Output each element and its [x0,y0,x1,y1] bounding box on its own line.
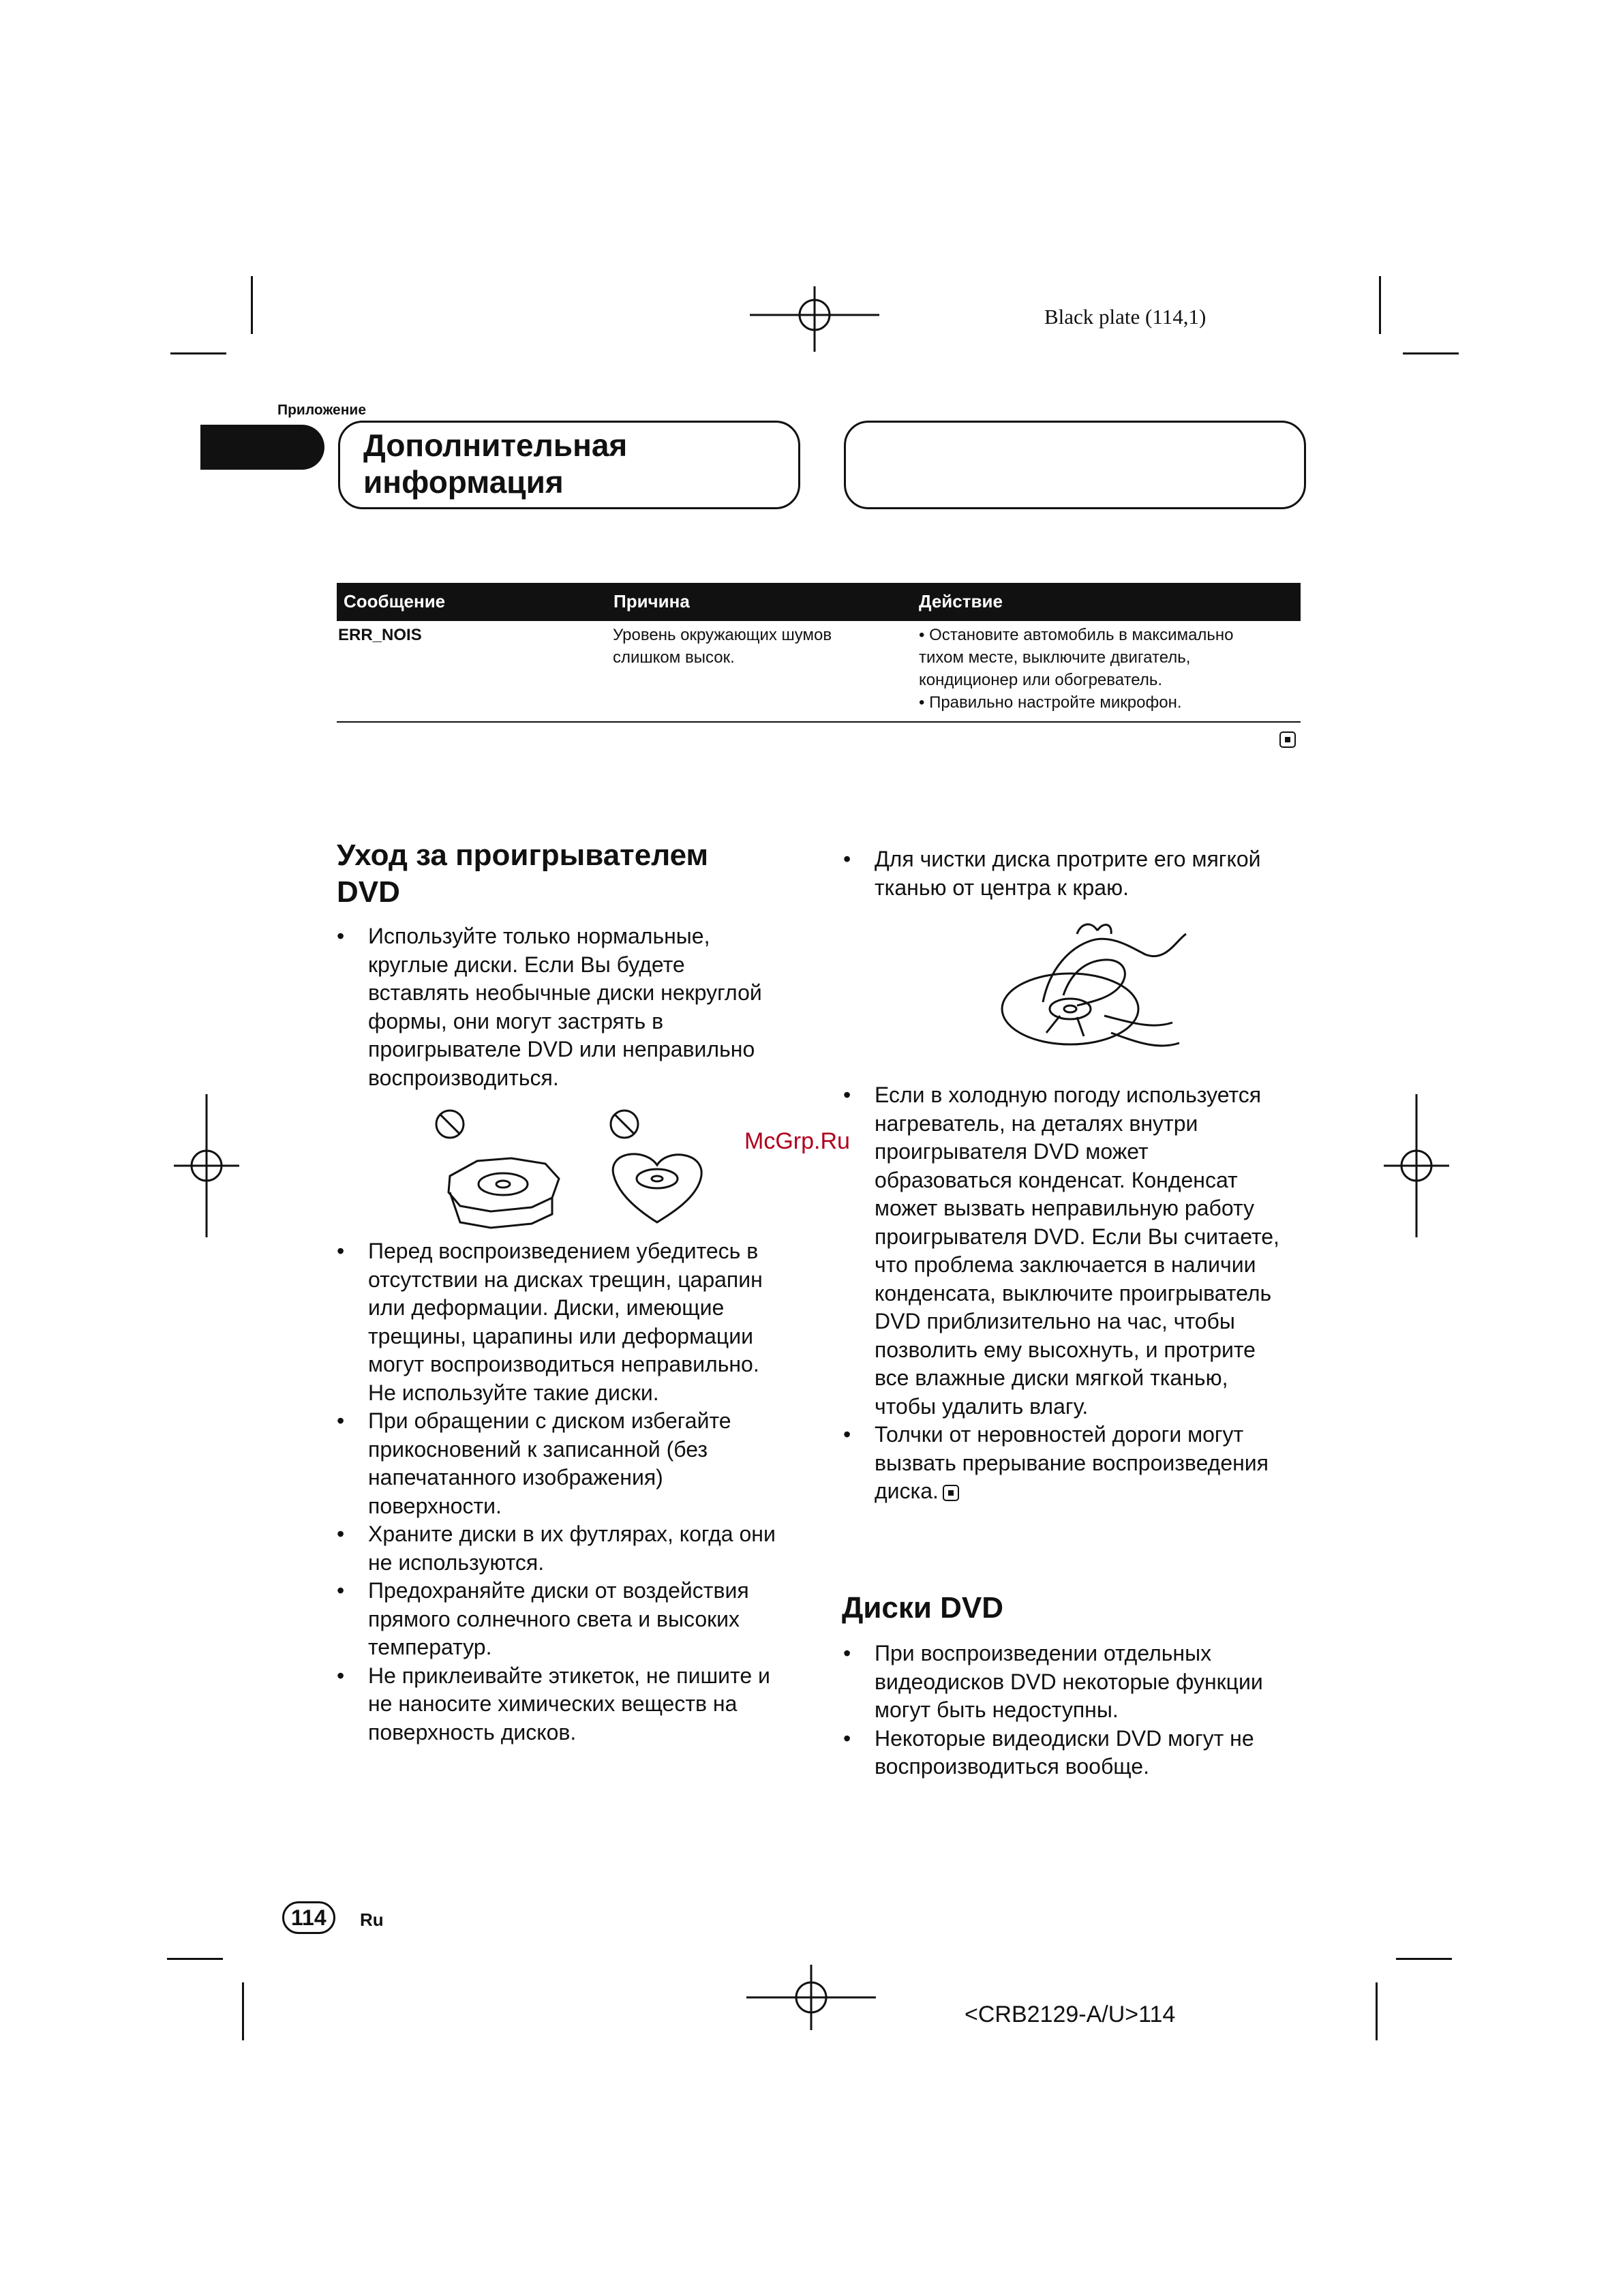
registration-mark-top [750,286,879,352]
odd-shaped-discs-illustration [429,1108,736,1234]
header-message: Сообщение [344,591,446,611]
list-item: • Используйте только нормальные, круглые диски. Если Вы будете вставлять необычные диски некруглой формы, они могут застрять в проигрывателе DVD или неправильно воспроизводиться. [337,922,814,1092]
prohibited-icon [436,1111,464,1138]
header-action: Действие [919,591,1003,611]
title-box [338,421,800,509]
row-message: ERR_NOIS [338,626,422,644]
plate-label: Black plate (114,1) [1044,305,1207,329]
list-item: • Для чистки диска протрите его мягкой тканью от центра к краю. [843,845,1320,902]
dvd-bullets [843,1640,1320,1781]
registration-mark-right [1384,1094,1449,1237]
condensation-bullets [843,1081,1320,1506]
list-item: • При обращении с диском избегайте прикосновений к записанной (без напечатанного изображения) поверхности. [337,1407,814,1520]
registration-mark-left [174,1094,239,1237]
crop-mark [1396,1958,1452,1960]
disc-icon [1002,973,1138,1044]
table-bottom-rule [337,721,1301,723]
list-item: • Толчки от неровностей дороги могут вызвать прерывание воспроизведения диска. [843,1421,1320,1506]
crop-mark [242,1982,244,2040]
table-header [337,583,1301,621]
list-item: • Храните диски в их футлярах, когда они не используются. [337,1520,814,1577]
document-code: <CRB2129-A/U>114 [965,2002,1176,2027]
dvd-heading: Диски DVD [842,1591,1004,1625]
row-cause: Уровень окружающих шумов слишком высок. [613,626,832,667]
page-title-line2: информация [363,464,564,500]
empty-title-box [844,421,1306,509]
octagon-disc-icon [449,1158,559,1228]
end-mark-icon [1279,731,1296,748]
care-heading: Уход за проигрывателем DVD [337,839,709,909]
end-mark-icon [943,1485,959,1501]
registration-mark-bottom [746,1965,876,2030]
list-item: • При воспроизведении отдельных видеодисков DVD некоторые функции могут быть недоступны. [843,1640,1320,1725]
page-title-line1: Дополнительная [363,427,628,463]
list-item: • Некоторые видеодиски DVD могут не воспроизводиться вообще. [843,1725,1320,1781]
crop-mark [167,1958,223,1960]
language-label: Ru [360,1909,384,1930]
section-tab [200,425,324,470]
cleaning-bullet [843,845,1320,902]
heart-disc-icon [613,1154,701,1222]
list-item: • Если в холодную погоду используется нагреватель, на деталях внутри проигрывателя DVD может образоваться конденсат. Конденсат может вызвать неправильную работу проигрывателя DVD. Если Вы считаете, что проблема заключается в наличии конденсата, выключите проигрыватель DVD приблизительно на час, чтобы позволить ему высохнуть, и протрите все влажные диски мягкой тканью, чтобы удалить влагу. [843,1081,1320,1421]
header-cause: Причина [613,591,690,611]
list-item: • Не приклеивайте этикеток, не пишите и не наносите химических веществ на поверхность дисков. [337,1662,814,1747]
crop-mark [1376,1982,1378,2040]
section-label: Приложение [277,402,367,418]
crop-mark [1403,352,1459,354]
crop-mark [1379,276,1381,334]
list-item: • Предохраняйте диски от воздействия прямого солнечного света и высоких температур. [337,1577,814,1662]
care-bullets-bottom [337,1237,814,1747]
care-bullets-top [337,922,814,1092]
watermark: McGrp.Ru [744,1128,850,1154]
row-action: • Остановите автомобиль в максимально тихом месте, выключите двигатель, кондиционер или обогреватель. • Правильно настройте микрофон. [919,626,1234,712]
crop-mark [251,276,253,334]
prohibited-icon [611,1111,638,1138]
list-item: • Перед воспроизведением убедитесь в отсутствии на дисках трещин, царапин или деформации. Диски, имеющие трещины, царапины или деформации могут воспроизводиться неправильно. Не используйте такие диски. [337,1237,814,1407]
page-number: 114 [282,1901,335,1934]
crop-mark [170,352,226,354]
disc-cleaning-illustration [995,913,1200,1063]
